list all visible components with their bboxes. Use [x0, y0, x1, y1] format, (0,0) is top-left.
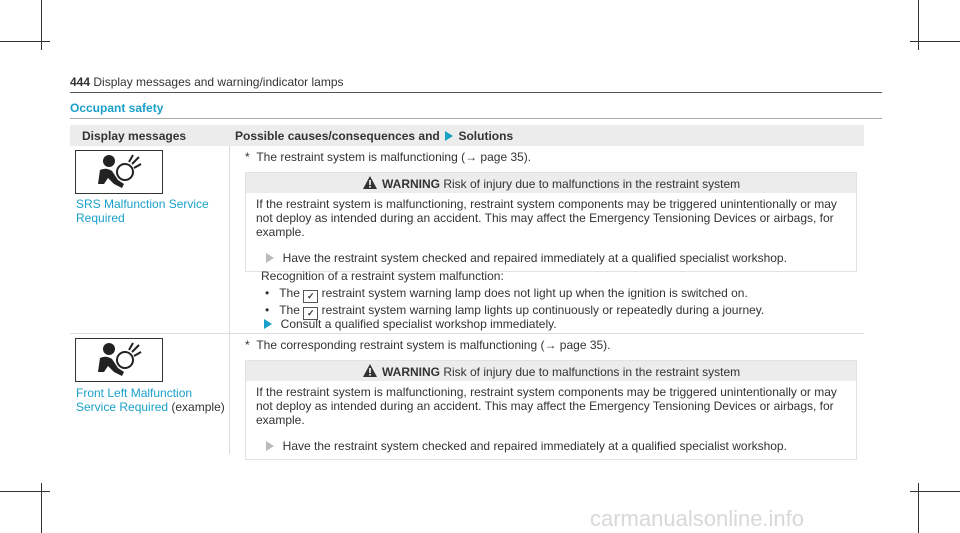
column-divider: [229, 146, 230, 454]
arrow-right-icon: [445, 131, 453, 141]
warning-body: [246, 193, 856, 239]
row-divider: [70, 333, 864, 334]
solution-label: Consult a qualified specialist workshop immediately.: [280, 317, 557, 331]
warning-body-line: If the restraint system is malfunctioning, restraint system components may be triggered unintentionally or may: [256, 385, 837, 399]
warning-header: [246, 361, 856, 381]
warning-body-line: example.: [256, 225, 305, 239]
warning-body-line: not deploy as intended during an accident. This may affect the Emergency Tensioning Devices or airbags, for: [256, 211, 834, 225]
header-rule: [70, 92, 882, 93]
warning-body-line: If the restraint system is malfunctioning, restraint system components may be triggered unintentionally or may: [256, 197, 837, 211]
watermark: carmanualsonline.info: [590, 506, 805, 531]
col-causes: [235, 129, 513, 143]
col-display-messages: Display messages: [82, 129, 187, 143]
col-causes-label: Possible causes/consequences and: [235, 129, 440, 143]
page-title: Display messages and warning/indicator lamps: [93, 75, 344, 89]
display-message: SRS Malfunction Service Required: [76, 197, 209, 225]
recognition-text: Recognition of a restraint system malfunction:: [261, 269, 504, 283]
arrow-right-icon: [266, 253, 274, 263]
bullet-pre: The: [279, 286, 300, 300]
airbag-person-icon: [96, 154, 144, 192]
solution-text: [262, 317, 557, 331]
crop-mark: [910, 41, 960, 42]
warning-triangle-icon: [363, 176, 377, 192]
warning-action-text: Have the restraint system checked and repaired immediately at a qualified specialist workshop.: [282, 439, 787, 453]
bullet-text: restraint system warning lamp lights up continuously or repeatedly during a journey.: [321, 303, 765, 317]
warning-triangle-icon: [363, 364, 377, 380]
display-message-line: Front Left Malfunction: [76, 386, 193, 400]
warning-body-line: not deploy as intended during an accident. This may affect the Emergency Tensioning Devices or airbags, for: [256, 399, 834, 413]
crop-mark: [41, 0, 42, 50]
warning-action: [246, 427, 856, 459]
warning-action-text: Have the restraint system checked and repaired immediately at a qualified specialist workshop.: [282, 251, 787, 265]
display-message: [76, 386, 226, 414]
warning-text: Risk of injury due to malfunctions in the restraint system: [443, 177, 741, 191]
display-message-line: Service Required: [76, 400, 169, 414]
warning-action: [246, 239, 856, 271]
airbag-person-icon: [96, 342, 144, 380]
list-item: • The ✓ restraint system warning lamp lights up continuously or repeatedly during a journey.: [265, 303, 765, 318]
col-solutions-label: Solutions: [458, 129, 514, 143]
warning-label: WARNING: [382, 365, 440, 379]
warning-title: [382, 365, 740, 379]
section-rule: [70, 118, 882, 119]
arrow-right-icon: [264, 319, 272, 329]
crop-mark: [0, 491, 50, 492]
cause-text: * The corresponding restraint system is malfunctioning (→ page 35).: [245, 338, 611, 352]
crop-mark: [918, 0, 919, 50]
page-number: 444: [70, 75, 91, 89]
crop-mark: [910, 491, 960, 492]
list-item: • The ✓ restraint system warning lamp does not light up when the ignition is switched on.: [265, 286, 748, 301]
warning-box: [245, 360, 857, 460]
example-note: (example): [171, 400, 225, 414]
bullet-pre: The: [279, 303, 300, 317]
crop-mark: [0, 41, 50, 42]
page-header: [70, 75, 344, 89]
warning-label: WARNING: [382, 177, 440, 191]
cause-label: The restraint system is malfunctioning (→ page 35).: [256, 150, 532, 164]
warning-header: [246, 173, 856, 193]
warning-box: [245, 172, 857, 272]
warning-title: [382, 177, 740, 191]
restraint-lamp-icon: ✓: [303, 290, 318, 303]
warning-text: Risk of injury due to malfunctions in the restraint system: [443, 365, 741, 379]
airbag-warning-display: [75, 338, 163, 382]
cause-label: The corresponding restraint system is malfunctioning (→ page 35).: [256, 338, 611, 352]
restraint-lamp-icon: ✓: [303, 307, 318, 320]
warning-body: [246, 381, 856, 427]
cause-text: * The restraint system is malfunctioning (→ page 35).: [245, 150, 532, 164]
arrow-right-icon: [266, 441, 274, 451]
bullet-text: restraint system warning lamp does not light up when the ignition is switched on.: [321, 286, 748, 300]
airbag-warning-display: [75, 150, 163, 194]
table-header: [70, 125, 864, 146]
warning-body-line: example.: [256, 413, 305, 427]
section-title: Occupant safety: [70, 101, 164, 115]
